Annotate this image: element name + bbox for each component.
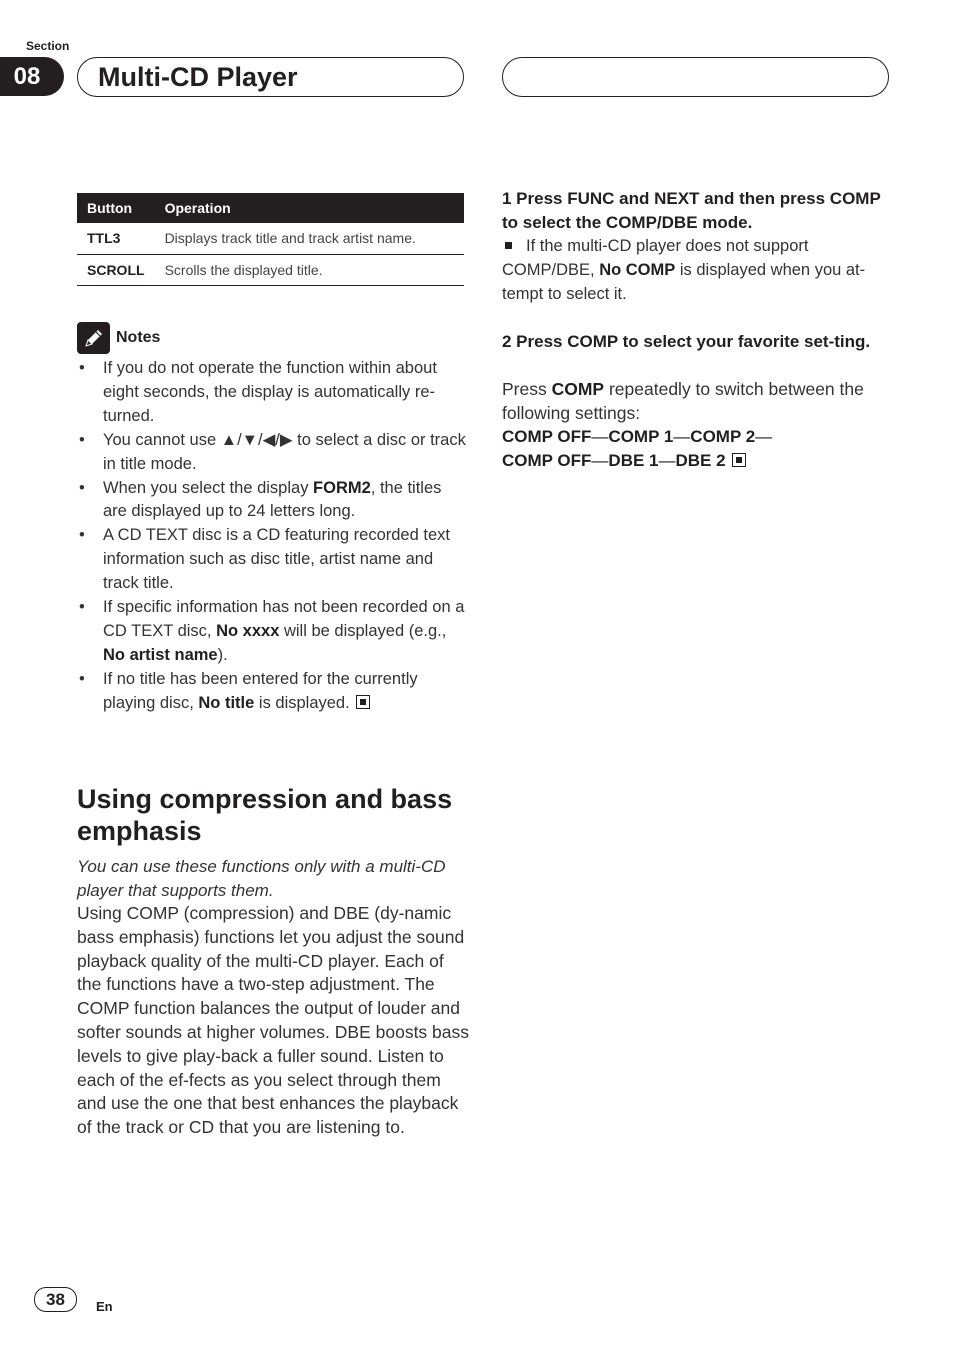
step-1: 1 Press FUNC and NEXT and then press COMP to select the COMP/DBE mode.	[502, 189, 881, 232]
step-2: 2 Press COMP to select your favorite set-ting.	[502, 332, 871, 351]
chapter-title	[77, 57, 464, 97]
list-item: • You cannot use ▲/▼/◀/▶ to select a disc or track in title mode.	[77, 429, 469, 477]
notes-heading	[77, 322, 160, 354]
list-item: • If specific information has not been recorded on a CD TEXT disc, No xxxx will be displayed (e.g., No artist name).	[77, 596, 469, 668]
list-item: • If you do not operate the function within about eight seconds, the display is automatically re-turned.	[77, 357, 469, 429]
section-label: Section	[26, 39, 70, 53]
step-2-body: Press COMP repeatedly to switch between the following settings:	[502, 379, 864, 423]
list-item: • When you select the display FORM2, the titles are displayed up to 24 letters long.	[77, 477, 469, 525]
header-right-box	[502, 57, 889, 97]
end-mark-icon	[356, 695, 370, 709]
notes-list	[77, 357, 469, 716]
operations-table	[77, 193, 464, 286]
step-1-note: If the multi-CD player does not support COMP/DBE, No COMP is displayed when you at-tempt to select it.	[502, 237, 866, 303]
chapter-title-text: Multi-CD Player	[98, 61, 298, 92]
intro-text: You can use these functions only with a multi-CD player that supports them.	[77, 857, 446, 900]
language-label: En	[96, 1299, 113, 1314]
row-operation: Displays track title and track artist name.	[155, 223, 464, 254]
row-button: SCROLL	[77, 254, 155, 285]
col-operation-header: Operation	[155, 193, 464, 223]
end-mark-icon	[732, 453, 746, 467]
settings-sequence: COMP OFF—COMP 1—COMP 2— COMP OFF—DBE 1—DBE 2	[502, 427, 773, 470]
notes-title: Notes	[116, 329, 161, 346]
bullet-square-icon	[505, 242, 512, 249]
table-row	[77, 223, 464, 254]
col-button-header: Button	[77, 193, 155, 223]
list-item: • If no title has been entered for the currently playing disc, No title is displayed.	[77, 668, 469, 716]
pencil-icon	[77, 322, 110, 354]
table-header-row	[77, 193, 464, 223]
section-heading: Using compression and bass emphasis	[77, 784, 453, 846]
row-button: TTL3	[77, 223, 155, 254]
page-number: 38	[34, 1287, 77, 1312]
list-item: • A CD TEXT disc is a CD featuring recorded text information such as disc title, artist name and track title.	[77, 524, 469, 596]
section-number-tab: 08	[0, 57, 64, 96]
body-paragraph: Using COMP (compression) and DBE (dy-namic bass emphasis) functions let you adjust the sound playback quality of the multi-CD player. Each of the functions have a two-step adjustment. The COMP function balances the output of louder and softer sounds at higher volumes. DBE boosts bass levels to give play-back a fuller sound. Listen to each of the ef-fects as you select through them and use the one that best enhances the playback of the track or CD that you are listening to.	[77, 903, 470, 1138]
table-row	[77, 254, 464, 285]
row-operation: Scrolls the displayed title.	[155, 254, 464, 285]
